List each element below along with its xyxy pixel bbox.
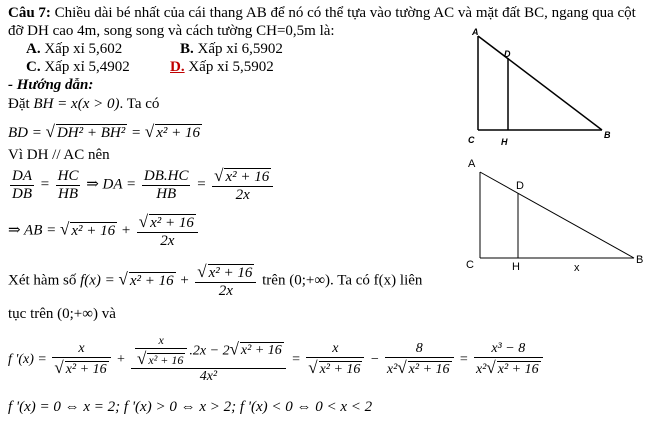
continuous-line: tục trên (0;+∞) và: [8, 306, 116, 322]
ratio-line: $\frac{DA}{DB}$ = $\frac{HC}{HB}$ ⇒ DA = $\frac{DB.HC}{HB}$ = $\frac{\text{√ x² + 16}}{2x}$: [8, 166, 275, 205]
fig1-label-a: A: [472, 27, 479, 37]
fig2-label-b: B: [636, 254, 644, 266]
bd-line: BD = √ DH² + BH² = √ x² + 16: [8, 122, 200, 141]
correct-answer-label: D.: [170, 59, 185, 75]
ab-line: ⇒ AB = √ x² + 16 + $\frac{\text{√ x² + 16}}{2x}$: [8, 212, 200, 251]
option-b: B. Xấp xỉ 6,5902: [180, 41, 283, 57]
derivative-line: f '(x) = $\frac{x}{\text{√ x² + 16}}$ + $\frac{x}{\text{√ x² + 16}}$ .2x − 2√ x² + 16 4x² = $\frac{x}{\text{√ x² + 16}}$ − $\frac{8}{\text{x²√ x² + 16}}$ = $\frac{\text{x³ − 8}}{\text{x²√ x² + 16}}$: [8, 334, 545, 385]
option-a: A. Xấp xỉ 5,602: [26, 41, 123, 57]
fig2-label-d: D: [516, 180, 524, 192]
final-line: f '(x) = 0 ⇔ x = 2; f '(x) > 0 ⇔ x > 2; f '(x) < 0 ⇔ 0 < x < 2: [8, 399, 373, 415]
since-line: Vì DH // AC nên: [8, 147, 110, 163]
fig1-label-b: B: [604, 130, 611, 140]
fig1-label-c: C: [468, 135, 475, 145]
figure-2-triangle: [474, 166, 640, 268]
question-line-1: [8, 5, 636, 22]
option-d: D. Xấp xỉ 5,5902: [170, 59, 274, 75]
function-line: Xét hàm số f(x) = √ x² + 16 + $\frac{\text{√ x² + 16}}{2x}$ trên (0;+∞). Ta có f(x) liên: [8, 262, 423, 300]
fig1-label-h: H: [501, 137, 508, 147]
fig2-label-x: x: [574, 262, 580, 274]
fig1-label-d: D: [504, 49, 511, 59]
question-number: Câu 7:: [8, 5, 51, 21]
figure-1-triangle: [466, 28, 616, 150]
solution-heading: - Hướng dẫn:: [8, 77, 94, 93]
set-line: Đặt BH = x(x > 0). Ta có: [8, 96, 160, 112]
fig2-label-c: C: [466, 259, 474, 271]
question-text-2: đỡ DH cao 4m, song song và cách tường CH=0,5m là:: [8, 23, 335, 39]
option-c: C. Xấp xỉ 5,4902: [26, 59, 130, 75]
fig2-label-a: A: [468, 158, 476, 170]
fig2-label-h: H: [512, 261, 520, 273]
question-text-1: Chiều dài bé nhất của cái thang AB để nó có thể tựa vào tường AC và mặt đất BC, ngang qua cột: [54, 5, 636, 21]
